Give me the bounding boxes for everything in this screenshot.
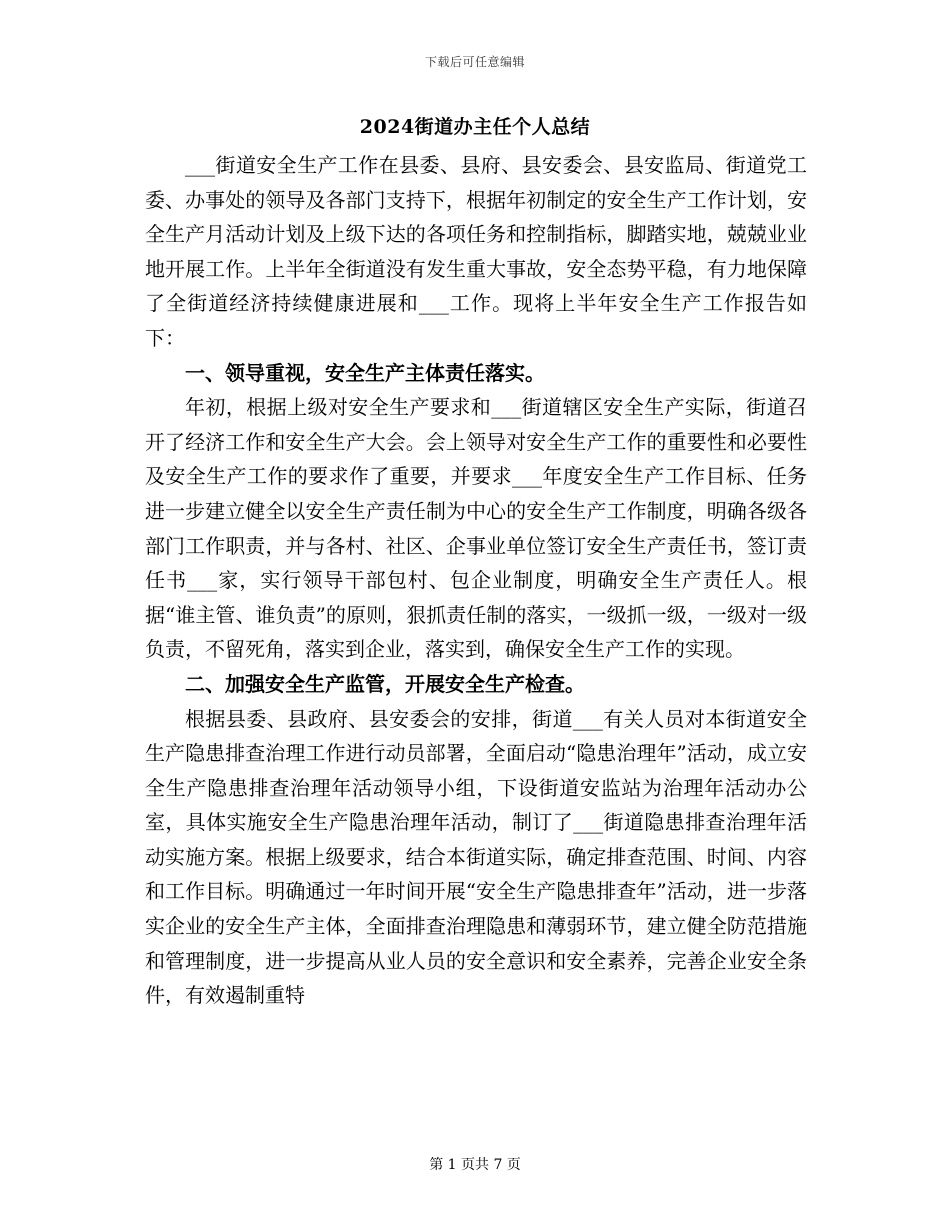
document-title: 2024街道办主任个人总结 (359, 116, 591, 138)
document-body (145, 148, 807, 1013)
header-note: 下载后可任意编辑 (424, 55, 525, 69)
section-2-paragraph: 根据县委、县政府、县安委会的安排，街道___有关人员对本街道安全生产隐患排查治理工作进行动员部署，全面启动“隐患治理年”活动，成立安全生产隐患排查治理年活动领导小组，下设街道安监站为治理年活动办公室，具体实施安全生产隐患治理年活动，制订了___街道隐患排查治理年活动实施方案。根据上级要求，结合本街道实际，确定排查范围、时间、内容和工作目标。明确通过一年时间开展“安全生产隐患排查年”活动，进一步落实企业的安全生产主体，全面排查治理隐患和薄弱环节，建立健全防范措施和管理制度，进一步提高从业人员的安全意识和安全素养，完善企业安全条件，有效遏制重特 (145, 706, 807, 1008)
intro-paragraph: ___街道安全生产工作在县委、县府、县安委会、县安监局、街道党工委、办事处的领导及各部门支持下，根据年初制定的安全生产工作计划，安全生产月活动计划及上级下达的各项任务和控制指标，脚踏实地，兢兢业业地开展工作。上半年全街道没有发生重大事故，安全态势平稳，有力地保障了全街道经济持续健康进展和___工作。现将上半年安全生产工作报告如下： (145, 153, 807, 350)
section-2-heading: 二、加强安全生产监管，开展安全生产检查。 (185, 671, 585, 696)
page-indicator: 第 1 页共 7 页 (429, 1157, 521, 1173)
section-1-heading: 一、领导重视，安全生产主体责任落实。 (185, 360, 545, 385)
section-1-paragraph: 年初，根据上级对安全生产要求和___街道辖区安全生产实际，街道召开了经济工作和安全生产大会。会上领导对安全生产工作的重要性和必要性及安全生产工作的要求作了重要，并要求___年度安全生产工作目标、任务进一步建立健全以安全生产责任制为中心的安全生产工作制度，明确各级各部门工作职责，并与各村、社区、企事业单位签订安全生产责任书，签订责任书___家，实行领导干部包村、包企业制度，明确安全生产责任人。根据“谁主管、谁负责”的原则，狠抓责任制的落实，一级抓一级，一级对一级负责，不留死角，落实到企业，落实到，确保安全生产工作的实现。 (145, 395, 807, 662)
